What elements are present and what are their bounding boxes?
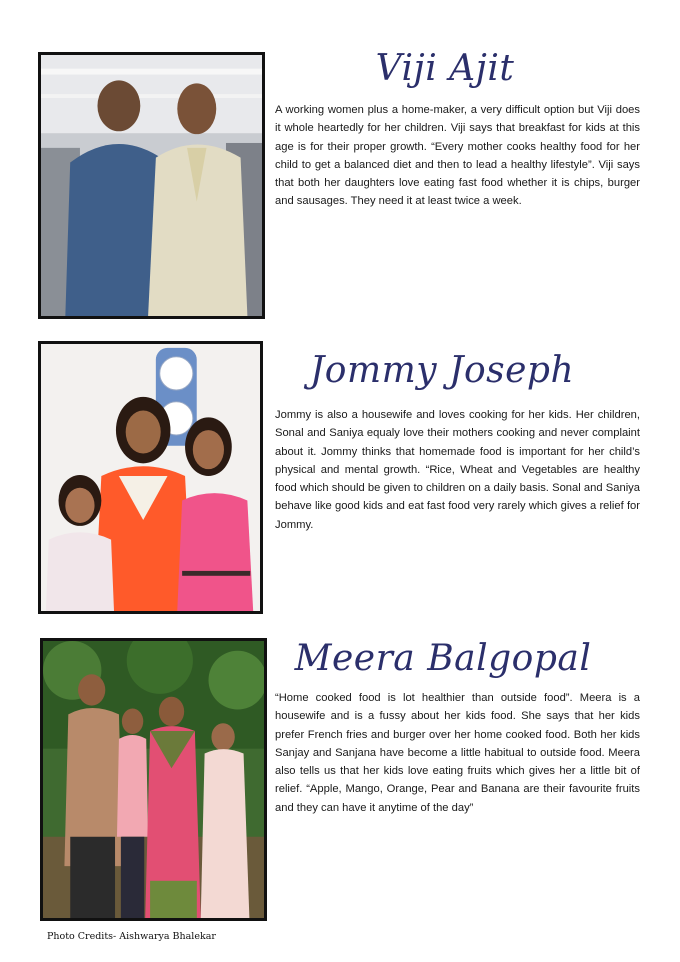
profile-name: Viji Ajit — [375, 48, 515, 89]
photo-meera-balgopal-image — [43, 641, 264, 918]
photo-meera-balgopal — [40, 638, 267, 921]
profile-name: Jommy Joseph — [309, 350, 575, 391]
photo-viji-ajit-image — [41, 55, 262, 316]
photo-jommy-joseph-image — [41, 344, 260, 611]
profile-description: Jommy is also a housewife and loves cooking for her kids. Her children, Sonal and Saniya equaly love their mothers cooking and never complaint about it. Jommy thinks that homemade food is important for her child’s physical and mental growth. “Rice, Wheat and Vegetables are healthy food which should be given to children on a daily basis. Sonal and Saniya behave like good kids and eat fast food very rarely which gives a relief for Jommy. — [275, 409, 640, 531]
profile-description: A working women plus a home-maker, a very difficult option but Viji does it whole heartedly for her children. Viji says that breakfast for kids at this age is for their proper growth. “Every mother cooks healthy food for her child to get a balanced diet and then to lead a healthy lifestyle”. Viji says that both her daughters love eating fast food whether it is chips, burger and sausages. They need it at least twice a week. — [275, 104, 640, 208]
photo-credit: Photo Credits- Aishwarya Bhalekar — [47, 931, 216, 942]
photo-viji-ajit — [38, 52, 265, 319]
photo-jommy-joseph — [38, 341, 263, 614]
profile-name: Meera Balgopal — [294, 638, 592, 679]
profile-description: “Home cooked food is lot healthier than outside food”. Meera is a housewife and is a fussy about her kids food. She says that her kids prefer French fries and burger over her home cooked food. Both her kids Sanjay and Sanjana have become a little habitual to outside food. Meera also tells us that her kids love eating fruits which gives her a little bit of relief. “Apple, Mango, Orange, Pear and Banana are their favourite fruits and they can have it anytime of the day” — [275, 692, 640, 814]
